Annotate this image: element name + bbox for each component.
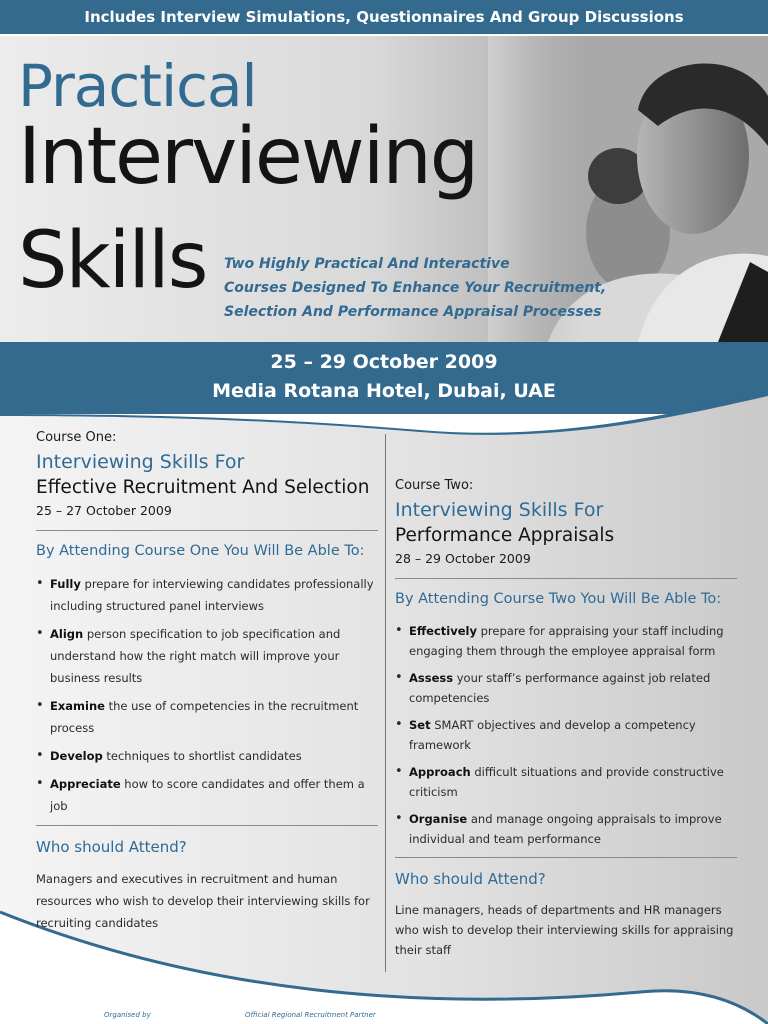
list-item xyxy=(36,623,378,689)
course-one-kicker: Course One: xyxy=(36,430,117,445)
bullet-icon: • xyxy=(36,626,44,641)
course-one-attend-heading: Who should Attend? xyxy=(36,838,187,856)
bullet-icon: • xyxy=(395,811,403,826)
course-two xyxy=(395,478,737,960)
course-two-benefits-heading: By Attending Course Two You Will Be Able To: xyxy=(395,591,722,607)
title-skills: Skills xyxy=(18,216,207,306)
column-divider xyxy=(385,434,386,972)
course-two-dates: 28 – 29 October 2009 xyxy=(395,551,737,579)
event-dates: 25 – 29 October 2009 xyxy=(270,351,498,373)
bullet-text: person specification to job specification and understand how the right match will improve your business results xyxy=(50,627,341,685)
title-interviewing: Interviewing xyxy=(18,112,478,202)
bullet-keyword: Align xyxy=(50,627,84,641)
list-item xyxy=(395,762,737,802)
bullet-icon: • xyxy=(395,717,403,732)
bullet-icon: • xyxy=(395,764,403,779)
list-item xyxy=(36,573,378,617)
bullet-keyword: Examine xyxy=(50,699,105,713)
hero-section xyxy=(0,36,768,342)
bullet-keyword: Set xyxy=(409,718,431,732)
list-item xyxy=(36,773,378,817)
bullet-text: prepare for interviewing candidates professionally including structured panel interviews xyxy=(50,577,374,613)
footer-organised-by: Organised by xyxy=(104,1011,151,1019)
course-one-benefits-list xyxy=(36,573,378,817)
course-one-benefits-heading: By Attending Course One You Will Be Able To: xyxy=(36,543,365,559)
banner-text: Includes Interview Simulations, Questionnaires And Group Discussions xyxy=(84,8,684,26)
event-venue: Media Rotana Hotel, Dubai, UAE xyxy=(212,380,556,402)
list-item xyxy=(395,715,737,755)
bullet-text: and manage ongoing appraisals to improve individual and team performance xyxy=(409,812,722,846)
tagline-line-2: Courses Designed To Enhance Your Recruitment, xyxy=(224,280,607,296)
bullet-text: how to score candidates and offer them a job xyxy=(50,777,365,813)
top-banner xyxy=(0,0,768,36)
course-two-attend-text: Line managers, heads of departments and HR managers who wish to develop their interviewing skills for appraising their staff xyxy=(395,903,734,957)
bullet-icon: • xyxy=(36,698,44,713)
bullet-keyword: Assess xyxy=(409,671,454,685)
course-two-attend-heading: Who should Attend? xyxy=(395,870,546,888)
bullet-text: the use of competencies in the recruitment process xyxy=(50,699,359,735)
bullet-keyword: Fully xyxy=(50,577,81,591)
bullet-icon: • xyxy=(36,576,44,591)
title-practical: Practical xyxy=(18,52,257,120)
bullet-text: SMART objectives and develop a competency framework xyxy=(409,718,696,752)
bullet-text: prepare for appraising your staff including engaging them through the employee appraisal form xyxy=(409,624,724,658)
tagline-line-1: Two Highly Practical And Interactive xyxy=(224,256,510,272)
course-one-attend-text: Managers and executives in recruitment and human resources who wish to develop their interviewing skills for recruiting candidates xyxy=(36,872,370,930)
bullet-keyword: Organise xyxy=(409,812,468,826)
bullet-keyword: Approach xyxy=(409,765,471,779)
list-item xyxy=(36,745,378,767)
course-one-title: Interviewing Skills For xyxy=(36,451,245,473)
course-two-title: Interviewing Skills For xyxy=(395,499,604,521)
bullet-text: your staff’s performance against job related competencies xyxy=(409,671,711,705)
divider xyxy=(395,857,737,858)
bullet-text: techniques to shortlist candidates xyxy=(102,749,302,763)
footer-partner: Official Regional Recruitment Partner xyxy=(245,1011,376,1019)
bullet-keyword: Effectively xyxy=(409,624,477,638)
list-item xyxy=(36,695,378,739)
bullet-text: difficult situations and provide constructive criticism xyxy=(409,765,724,799)
course-one-dates: 25 – 27 October 2009 xyxy=(36,503,378,531)
bullet-icon: • xyxy=(395,623,403,638)
bullet-icon: • xyxy=(36,776,44,791)
list-item xyxy=(395,809,737,849)
hero-tagline xyxy=(224,252,624,324)
divider xyxy=(36,825,378,826)
tagline-line-3: Selection And Performance Appraisal Processes xyxy=(224,304,602,320)
list-item xyxy=(395,621,737,661)
list-item xyxy=(395,668,737,708)
bullet-keyword: Develop xyxy=(50,749,103,763)
bullet-icon: • xyxy=(395,670,403,685)
course-two-kicker: Course Two: xyxy=(395,478,474,493)
bullet-keyword: Appreciate xyxy=(50,777,121,791)
course-two-subtitle: Performance Appraisals xyxy=(395,525,615,546)
bullet-icon: • xyxy=(36,748,44,763)
course-one xyxy=(36,430,378,934)
course-two-benefits-list xyxy=(395,621,737,849)
course-one-subtitle: Effective Recruitment And Selection xyxy=(36,477,370,498)
